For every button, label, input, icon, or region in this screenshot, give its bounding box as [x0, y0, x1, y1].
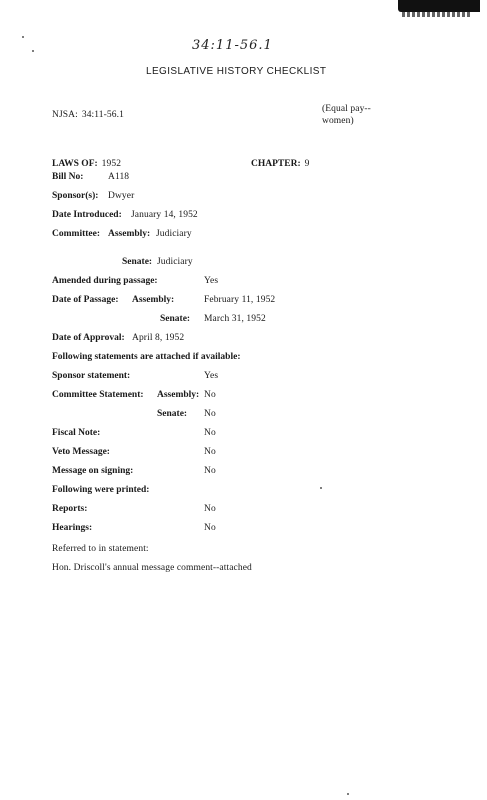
committee-statement-senate-label: Senate:: [157, 409, 188, 419]
committee-statement-senate-value: No: [204, 409, 216, 419]
laws-of-value: 1952: [101, 159, 122, 169]
committee-assembly-value: Judiciary: [156, 229, 192, 239]
statements-heading: Following statements are attached if available:: [52, 352, 241, 362]
chapter-value: 9: [304, 159, 310, 169]
njsa-value: 34:11-56.1: [81, 110, 124, 120]
veto-message-label: Veto Message:: [52, 447, 110, 457]
date-introduced-value: January 14, 1952: [131, 210, 198, 220]
scan-speck: [22, 36, 24, 38]
scan-speck: [320, 487, 322, 489]
amended-value: Yes: [204, 276, 219, 286]
date-of-approval-label: Date of Approval:: [52, 333, 125, 343]
committee-statement-assembly-label: Assembly:: [157, 390, 200, 400]
referred-to-text: Referred to in statement:: [52, 544, 149, 554]
veto-message-value: No: [204, 447, 216, 457]
printed-heading: Following were printed:: [52, 485, 150, 495]
committee-label: Committee:: [52, 229, 101, 239]
date-of-approval-value: April 8, 1952: [132, 333, 185, 343]
laws-of-row: [52, 153, 121, 171]
scan-speck: [32, 50, 34, 52]
fiscal-note-value: No: [204, 428, 216, 438]
chapter-label: CHAPTER:: [251, 159, 301, 169]
page-title: LEGISLATIVE HISTORY CHECKLIST: [146, 66, 327, 77]
date-of-passage-label: Date of Passage:: [52, 295, 119, 305]
scan-speck: [347, 793, 349, 795]
message-on-signing-value: No: [204, 466, 216, 476]
bill-no-label: Bill No:: [52, 172, 84, 182]
scan-mark: [398, 0, 480, 12]
scan-mark-stripes: [402, 12, 472, 17]
reports-label: Reports:: [52, 504, 88, 514]
njsa-note-line1: (Equal pay--: [322, 104, 371, 114]
njsa-row: [52, 104, 124, 122]
handwritten-code: 34:11-56.1: [192, 38, 273, 53]
passage-senate-value: March 31, 1952: [204, 314, 266, 324]
committee-senate-value: Judiciary: [157, 257, 193, 267]
passage-assembly-value: February 11, 1952: [204, 295, 276, 305]
bill-no-value: A118: [108, 172, 130, 182]
reports-value: No: [204, 504, 216, 514]
sponsor-statement-value: Yes: [204, 371, 219, 381]
laws-of-label: LAWS OF:: [52, 159, 98, 169]
committee-statement-label: Committee Statement:: [52, 390, 144, 400]
fiscal-note-label: Fiscal Note:: [52, 428, 101, 438]
hearings-label: Hearings:: [52, 523, 93, 533]
sponsors-value: Dwyer: [108, 191, 135, 201]
amended-label: Amended during passage:: [52, 276, 158, 286]
message-on-signing-label: Message on signing:: [52, 466, 134, 476]
chapter-row: [251, 153, 309, 171]
sponsor-statement-label: Sponsor statement:: [52, 371, 131, 381]
committee-statement-assembly-value: No: [204, 390, 216, 400]
date-introduced-label: Date Introduced:: [52, 210, 122, 220]
njsa-label: NJSA:: [52, 110, 78, 120]
sponsors-label: Sponsor(s):: [52, 191, 99, 201]
njsa-note-line2: women): [322, 116, 354, 126]
hearings-value: No: [204, 523, 216, 533]
driscoll-note: Hon. Driscoll's annual message comment--attached: [52, 563, 252, 573]
committee-senate-label: Senate:: [122, 257, 153, 267]
passage-assembly-label: Assembly:: [132, 295, 175, 305]
passage-senate-label: Senate:: [160, 314, 191, 324]
committee-assembly-label: Assembly:: [108, 229, 151, 239]
